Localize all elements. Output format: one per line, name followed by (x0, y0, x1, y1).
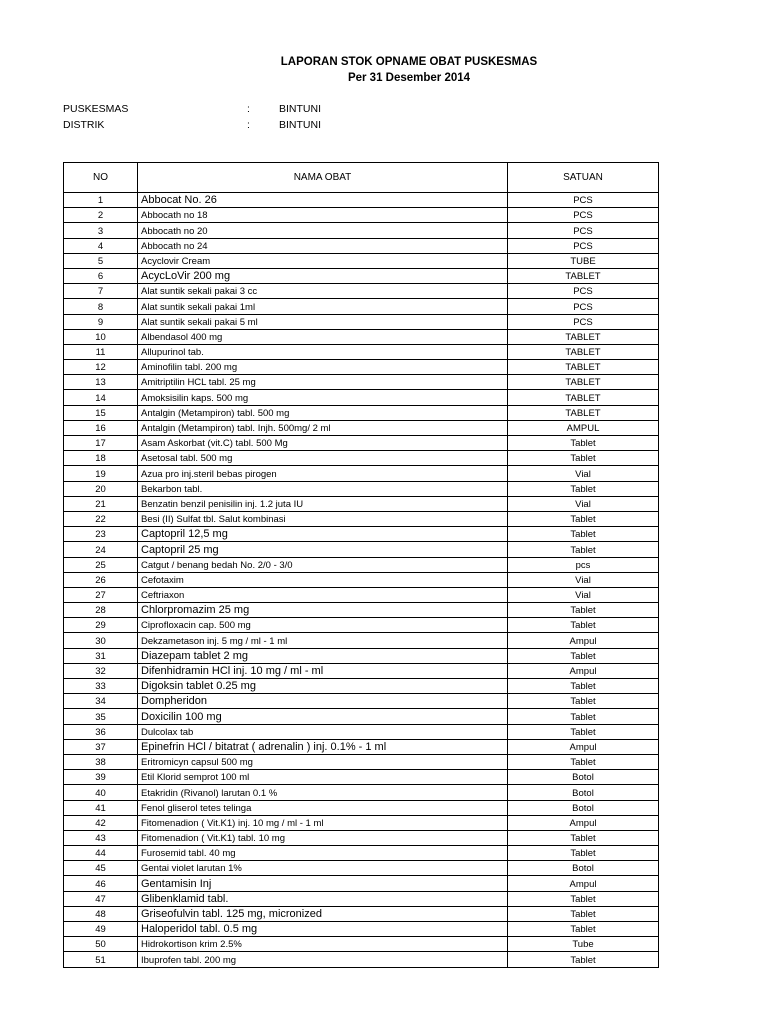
table-row (64, 618, 659, 633)
table-row (64, 451, 659, 466)
row-number: 38 (64, 754, 138, 769)
drug-name: Etakridin (Rivanol) larutan 0.1 % (138, 785, 508, 800)
drug-name: Dekzametason inj. 5 mg / ml - 1 ml (138, 633, 508, 648)
table-row (64, 223, 659, 238)
row-number: 49 (64, 922, 138, 937)
row-number: 11 (64, 344, 138, 359)
unit: PCS (508, 299, 659, 314)
unit: Tablet (508, 511, 659, 526)
drug-name: Fitomenadion ( Vit.K1) inj. 10 mg / ml - 1 ml (138, 815, 508, 830)
table-row (64, 253, 659, 268)
unit: TABLET (508, 344, 659, 359)
drug-name: Antalgin (Metampiron) tabl. 500 mg (138, 405, 508, 420)
drug-name: Captopril 25 mg (138, 542, 508, 557)
table-row (64, 876, 659, 891)
table-row (64, 390, 659, 405)
unit: Tablet (508, 754, 659, 769)
drug-name: Besi (II) Sulfat tbl. Salut kombinasi (138, 511, 508, 526)
table-row (64, 663, 659, 678)
table-row (64, 466, 659, 481)
table-row (64, 603, 659, 618)
unit: Tablet (508, 952, 659, 967)
info-value: BINTUNI (279, 119, 321, 131)
table-row (64, 754, 659, 769)
drug-name: Hidrokortison krim 2.5% (138, 937, 508, 952)
table-row (64, 922, 659, 937)
table-row (64, 405, 659, 420)
unit: Tube (508, 937, 659, 952)
unit: PCS (508, 223, 659, 238)
drug-name: Chlorpromazim 25 mg (138, 603, 508, 618)
table-row (64, 481, 659, 496)
unit: Tablet (508, 724, 659, 739)
unit: Ampul (508, 633, 659, 648)
row-number: 37 (64, 739, 138, 754)
row-number: 6 (64, 268, 138, 283)
drug-name: Dulcolax tab (138, 724, 508, 739)
unit: Ampul (508, 876, 659, 891)
table-row (64, 436, 659, 451)
row-number: 50 (64, 937, 138, 952)
unit: Tablet (508, 542, 659, 557)
info-row-puskesmas (63, 103, 383, 117)
drug-name: Ceftriaxon (138, 587, 508, 602)
unit: Ampul (508, 815, 659, 830)
table-row (64, 830, 659, 845)
drug-name: Alat suntik sekali pakai 5 ml (138, 314, 508, 329)
unit: Tablet (508, 451, 659, 466)
unit: Vial (508, 587, 659, 602)
table-row (64, 861, 659, 876)
row-number: 24 (64, 542, 138, 557)
unit: Tablet (508, 891, 659, 906)
table-row (64, 360, 659, 375)
info-value: BINTUNI (279, 103, 321, 115)
drug-name: Abbocat No. 26 (138, 193, 508, 208)
row-number: 31 (64, 648, 138, 663)
drug-name: Alat suntik sekali pakai 1ml (138, 299, 508, 314)
row-number: 19 (64, 466, 138, 481)
row-number: 10 (64, 329, 138, 344)
drug-name: Alat suntik sekali pakai 3 cc (138, 284, 508, 299)
row-number: 20 (64, 481, 138, 496)
unit: TABLET (508, 268, 659, 283)
unit: Tablet (508, 481, 659, 496)
column-header-satuan: SATUAN (508, 163, 659, 193)
row-number: 29 (64, 618, 138, 633)
drug-name: Furosemid tabl. 40 mg (138, 846, 508, 861)
unit: Tablet (508, 603, 659, 618)
unit: Vial (508, 496, 659, 511)
drug-name: Asam Askorbat (vit.C) tabl. 500 Mg (138, 436, 508, 451)
row-number: 26 (64, 572, 138, 587)
info-label: DISTRIK (63, 119, 105, 131)
row-number: 4 (64, 238, 138, 253)
drug-name: Etil Klorid semprot 100 ml (138, 770, 508, 785)
table-row (64, 329, 659, 344)
unit: Tablet (508, 679, 659, 694)
drug-name: Eritromicyn capsul 500 mg (138, 754, 508, 769)
row-number: 25 (64, 557, 138, 572)
unit: Tablet (508, 846, 659, 861)
table-row (64, 420, 659, 435)
unit: Botol (508, 770, 659, 785)
row-number: 27 (64, 587, 138, 602)
table-row (64, 208, 659, 223)
table-row (64, 815, 659, 830)
unit: Tablet (508, 618, 659, 633)
table-row (64, 375, 659, 390)
column-header-no: NO (64, 163, 138, 193)
info-colon: : (247, 119, 250, 131)
unit: TABLET (508, 360, 659, 375)
report-subtitle: Per 31 Desember 2014 (347, 72, 471, 84)
row-number: 8 (64, 299, 138, 314)
row-number: 9 (64, 314, 138, 329)
row-number: 51 (64, 952, 138, 967)
drug-name: Catgut / benang bedah No. 2/0 - 3/0 (138, 557, 508, 572)
table-row (64, 739, 659, 754)
drug-name: Ibuprofen tabl. 200 mg (138, 952, 508, 967)
row-number: 28 (64, 603, 138, 618)
table-row (64, 709, 659, 724)
unit: TABLET (508, 390, 659, 405)
drug-name: Doxicilin 100 mg (138, 709, 508, 724)
row-number: 36 (64, 724, 138, 739)
table-row (64, 785, 659, 800)
drug-name: Abbocath no 20 (138, 223, 508, 238)
drug-name: Ciprofloxacin cap. 500 mg (138, 618, 508, 633)
table-row (64, 724, 659, 739)
table-row (64, 193, 659, 208)
drug-name: Allupurinol tab. (138, 344, 508, 359)
table-row (64, 557, 659, 572)
table-row (64, 633, 659, 648)
drug-name: Fenol gliserol tetes telinga (138, 800, 508, 815)
report-title: LAPORAN STOK OPNAME OBAT PUSKESMAS (280, 56, 538, 68)
unit: Botol (508, 861, 659, 876)
drug-name: Cefotaxim (138, 572, 508, 587)
drug-name: AcycLoVir 200 mg (138, 268, 508, 283)
row-number: 42 (64, 815, 138, 830)
row-number: 40 (64, 785, 138, 800)
drug-name: Benzatin benzil penisilin inj. 1.2 juta IU (138, 496, 508, 511)
drug-name: Glibenklamid tabl. (138, 891, 508, 906)
row-number: 32 (64, 663, 138, 678)
unit: TABLET (508, 329, 659, 344)
stock-table (63, 162, 659, 968)
table-row (64, 299, 659, 314)
drug-name: Griseofulvin tabl. 125 mg, micronized (138, 906, 508, 921)
table-row (64, 648, 659, 663)
drug-name: Aminofilin tabl. 200 mg (138, 360, 508, 375)
table-body (64, 193, 659, 968)
drug-name: Gentai violet larutan 1% (138, 861, 508, 876)
row-number: 3 (64, 223, 138, 238)
drug-name: Asetosal tabl. 500 mg (138, 451, 508, 466)
row-number: 46 (64, 876, 138, 891)
unit: Tablet (508, 694, 659, 709)
row-number: 33 (64, 679, 138, 694)
table-row (64, 314, 659, 329)
unit: Ampul (508, 663, 659, 678)
drug-name: Amoksisilin kaps. 500 mg (138, 390, 508, 405)
row-number: 14 (64, 390, 138, 405)
drug-name: Azua pro inj.steril bebas pirogen (138, 466, 508, 481)
unit: TABLET (508, 405, 659, 420)
table-row (64, 846, 659, 861)
table-row (64, 906, 659, 921)
unit: TABLET (508, 375, 659, 390)
drug-name: Bekarbon tabl. (138, 481, 508, 496)
drug-name: Difenhidramin HCl inj. 10 mg / ml - ml (138, 663, 508, 678)
drug-name: Antalgin (Metampiron) tabl. Injh. 500mg/ 2 ml (138, 420, 508, 435)
table-row (64, 268, 659, 283)
unit: PCS (508, 208, 659, 223)
column-header-nama-obat: NAMA OBAT (138, 163, 508, 193)
row-number: 17 (64, 436, 138, 451)
drug-name: Diazepam tablet 2 mg (138, 648, 508, 663)
unit: Botol (508, 800, 659, 815)
row-number: 5 (64, 253, 138, 268)
table-row (64, 542, 659, 557)
row-number: 7 (64, 284, 138, 299)
info-label: PUSKESMAS (63, 103, 129, 115)
table-row (64, 679, 659, 694)
table-row (64, 344, 659, 359)
row-number: 45 (64, 861, 138, 876)
table-header-row (64, 163, 659, 193)
drug-name: Fitomenadion ( Vit.K1) tabl. 10 mg (138, 830, 508, 845)
unit: PCS (508, 284, 659, 299)
unit: PCS (508, 314, 659, 329)
unit: Vial (508, 466, 659, 481)
drug-name: Abbocath no 24 (138, 238, 508, 253)
row-number: 44 (64, 846, 138, 861)
table-row (64, 238, 659, 253)
table-row (64, 527, 659, 542)
table-row (64, 496, 659, 511)
row-number: 21 (64, 496, 138, 511)
table-row (64, 770, 659, 785)
row-number: 13 (64, 375, 138, 390)
row-number: 48 (64, 906, 138, 921)
row-number: 2 (64, 208, 138, 223)
row-number: 12 (64, 360, 138, 375)
drug-name: Digoksin tablet 0.25 mg (138, 679, 508, 694)
unit: Tablet (508, 527, 659, 542)
unit: Tablet (508, 906, 659, 921)
unit: Tablet (508, 830, 659, 845)
unit: Tablet (508, 648, 659, 663)
info-row-distrik (63, 119, 383, 133)
table-row (64, 952, 659, 967)
unit: Tablet (508, 709, 659, 724)
drug-name: Captopril 12,5 mg (138, 527, 508, 542)
unit: Ampul (508, 739, 659, 754)
table-row (64, 511, 659, 526)
drug-name: Amitriptilin HCL tabl. 25 mg (138, 375, 508, 390)
unit: AMPUL (508, 420, 659, 435)
table-row (64, 800, 659, 815)
drug-name: Acyclovir Cream (138, 253, 508, 268)
row-number: 16 (64, 420, 138, 435)
drug-name: Albendasol 400 mg (138, 329, 508, 344)
table-row (64, 694, 659, 709)
unit: PCS (508, 238, 659, 253)
unit: PCS (508, 193, 659, 208)
row-number: 47 (64, 891, 138, 906)
row-number: 15 (64, 405, 138, 420)
row-number: 30 (64, 633, 138, 648)
row-number: 1 (64, 193, 138, 208)
row-number: 39 (64, 770, 138, 785)
drug-name: Gentamisin Inj (138, 876, 508, 891)
unit: pcs (508, 557, 659, 572)
unit: TUBE (508, 253, 659, 268)
unit: Tablet (508, 436, 659, 451)
drug-name: Dompheridon (138, 694, 508, 709)
row-number: 41 (64, 800, 138, 815)
info-colon: : (247, 103, 250, 115)
row-number: 22 (64, 511, 138, 526)
unit: Tablet (508, 922, 659, 937)
table-row (64, 937, 659, 952)
row-number: 35 (64, 709, 138, 724)
row-number: 23 (64, 527, 138, 542)
table-row (64, 572, 659, 587)
drug-name: Abbocath no 18 (138, 208, 508, 223)
unit: Botol (508, 785, 659, 800)
row-number: 34 (64, 694, 138, 709)
row-number: 18 (64, 451, 138, 466)
drug-name: Epinefrin HCl / bitatrat ( adrenalin ) inj. 0.1% - 1 ml (138, 739, 508, 754)
table-row (64, 284, 659, 299)
drug-name: Haloperidol tabl. 0.5 mg (138, 922, 508, 937)
unit: Vial (508, 572, 659, 587)
table-row (64, 587, 659, 602)
table-row (64, 891, 659, 906)
row-number: 43 (64, 830, 138, 845)
